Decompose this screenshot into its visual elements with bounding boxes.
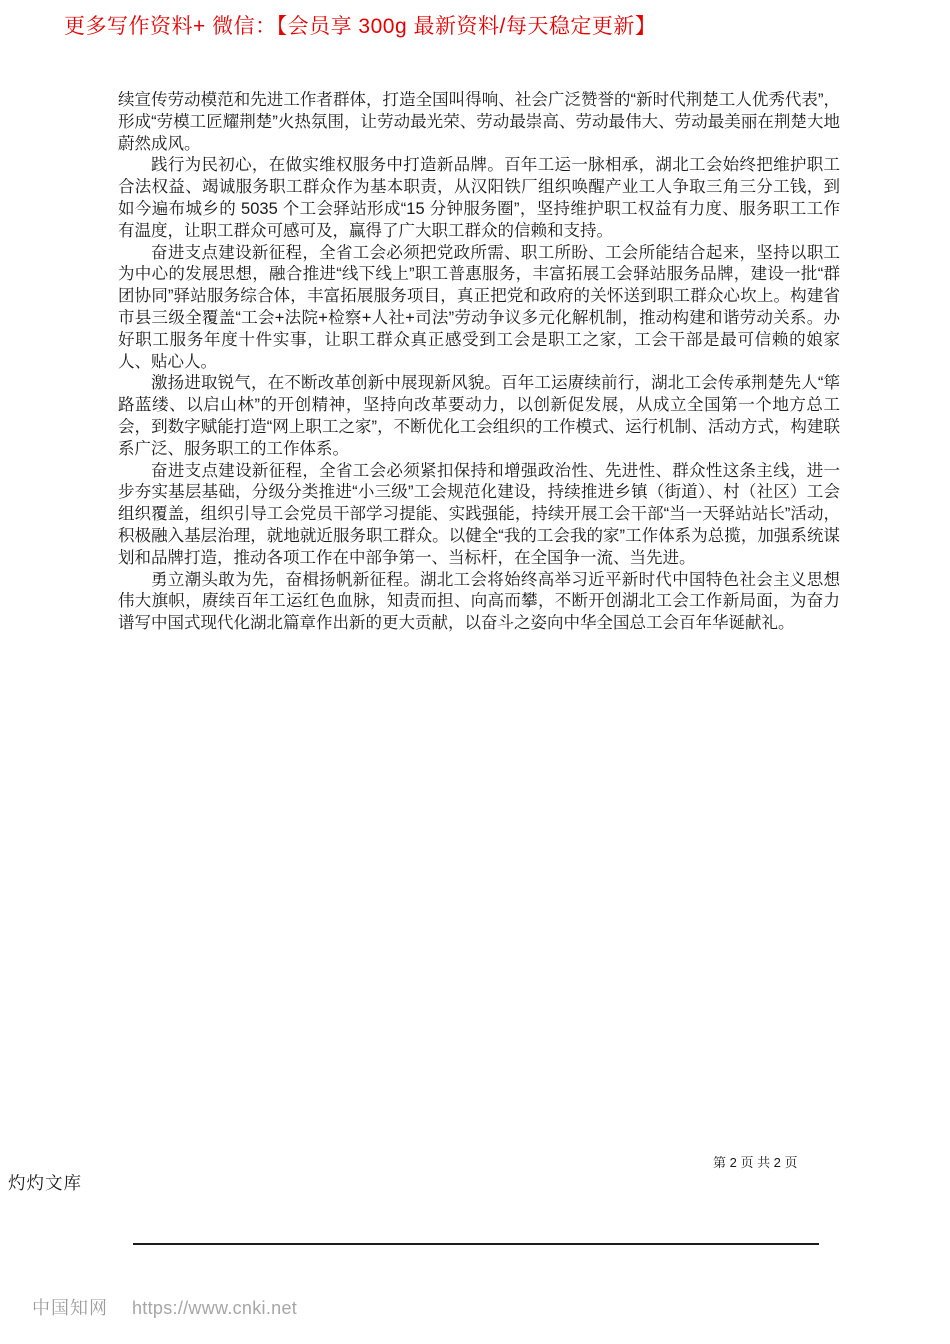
paragraph: 激扬进取锐气，在不断改革创新中展现新风貌。百年工运赓续前行，湖北工会传承荆楚先人“筚路蓝缕、以启山林”的开创精神，坚持向改革要动力，以创新促发展，从成立全国第一个地方总工会，到数字赋能打造“网上职工之家”，不断优化工会组织的工作模式、运行机制、活动方式，构建联系广泛、服务职工的工作体系。 (118, 374, 840, 458)
paragraph: 奋进支点建设新征程，全省工会必须把党政所需、职工所盼、工会所能结合起来，坚持以职工为中心的发展思想，融合推进“线下线上”职工普惠服务，丰富拓展工会驿站服务品牌，建设一批“群团协同”驿站服务综合体，丰富拓展服务项目，真正把党和政府的关怀送到职工群众心坎上。构建省市县三级全覆盖“工会+法院+检察+人社+司法”劳动争议多元化解机制，推动构建和谐劳动关系。办好职工服务年度十件实事，让职工群众真正感受到工会是职工之家，工会干部是最可信赖的娘家人、贴心人。 (118, 243, 840, 371)
page-number-indicator: 第 2 页 共 2 页 (713, 1155, 798, 1170)
promo-header-text: 更多写作资料+ 微信：【会员享 300g 最新资料/每天稳定更新】 (64, 15, 657, 38)
paragraph: 践行为民初心，在做实维权服务中打造新品牌。百年工运一脉相承，湖北工会始终把维护职工合法权益、竭诚服务职工群众作为基本职责，从汉阳铁厂组织唤醒产业工人争取三角三分工钱，到如今遍布城乡的 5035 个工会驿站形成“15 分钟服务圈”，坚持维护职工权益有力度、服务职工工作有温度，让职工群众可感可及，赢得了广大职工群众的信赖和支持。 (118, 156, 840, 240)
paragraph-continuation: 续宣传劳动模范和先进工作者群体，打造全国叫得响、社会广泛赞誉的“新时代荆楚工人优秀代表”，形成“劳模工匠耀荆楚”火热氛围，让劳动最光荣、劳动最崇高、劳动最伟大、劳动最美丽在荆楚大地蔚然成风。 (118, 91, 840, 153)
paragraph: 奋进支点建设新征程，全省工会必须紧扣保持和增强政治性、先进性、群众性这条主线，进一步夯实基层基础，分级分类推进“小三级”工会规范化建设，持续推进乡镇（街道）、村（社区）工会组织覆盖，组织引导工会党员干部学习提能、实践强能，持续开展工会干部“当一天驿站站长”活动，积极融入基层治理，就地就近服务职工群众。以健全“我的工会我的家”工作体系为总揽，加强系统谋划和品牌打造，推动各项工作在中部争第一、当标杆，在全国争一流、当先进。 (118, 461, 840, 567)
cnki-site-url-link[interactable]: https://www.cnki.net (132, 1298, 298, 1318)
document-body (118, 90, 840, 635)
cnki-footer (32, 1294, 297, 1320)
footer-divider-line (133, 1243, 819, 1245)
cnki-site-name: 中国知网 (32, 1298, 108, 1318)
library-watermark: 灼灼文库 (8, 1173, 82, 1193)
paragraph: 勇立潮头敢为先，奋楫扬帆新征程。湖北工会将始终高举习近平新时代中国特色社会主义思想伟大旗帜，赓续百年工运红色血脉，知责而担、向高而攀，不断开创湖北工会工作新局面，为奋力谱写中国式现代化湖北篇章作出新的更大贡献，以奋斗之姿向中华全国总工会百年华诞献礼。 (118, 570, 840, 633)
